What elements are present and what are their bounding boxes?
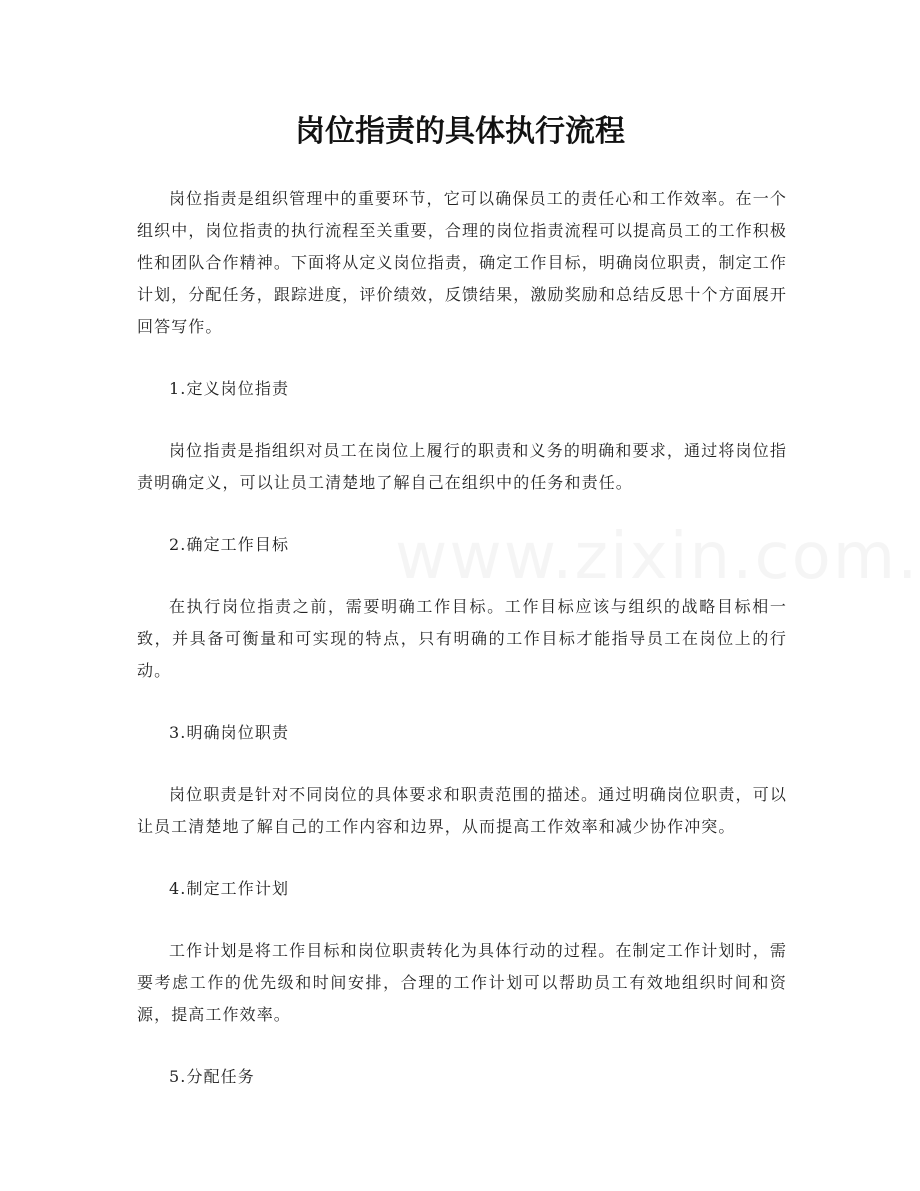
section-heading-3: 3.明确岗位职责 [169, 723, 290, 742]
section-paragraph-3: 岗位职责是针对不同岗位的具体要求和职责范围的描述。通过明确岗位职责，可以让员工清楚地了解自己的工作内容和边界，从而提高工作效率和减少协作冲突。 [137, 785, 787, 836]
intro-paragraph: 岗位指责是组织管理中的重要环节，它可以确保员工的责任心和工作效率。在一个组织中，岗位指责的执行流程至关重要，合理的岗位指责流程可以提高员工的工作积极性和团队合作精神。下面将从定义岗位指责，确定工作目标，明确岗位职责，制定工作计划，分配任务，跟踪进度，评价绩效，反馈结果，激励奖励和总结反思十个方面展开回答写作。 [137, 189, 787, 336]
section-heading-4: 4.制定工作计划 [169, 879, 290, 898]
document-body [137, 183, 787, 1123]
section-heading-1: 1.定义岗位指责 [169, 379, 290, 398]
section-paragraph-4: 工作计划是将工作目标和岗位职责转化为具体行动的过程。在制定工作计划时，需要考虑工作的优先级和时间安排，合理的工作计划可以帮助员工有效地组织时间和资源，提高工作效率。 [137, 941, 787, 1024]
document-title: 岗位指责的具体执行流程 [295, 114, 625, 149]
section-heading-2: 2.确定工作目标 [169, 535, 290, 554]
section-heading-5: 5.分配任务 [169, 1067, 255, 1086]
section-paragraph-2: 在执行岗位指责之前，需要明确工作目标。工作目标应该与组织的战略目标相一致，并具备可衡量和可实现的特点，只有明确的工作目标才能指导员工在岗位上的行动。 [137, 597, 787, 680]
section-paragraph-1: 岗位指责是指组织对员工在岗位上履行的职责和义务的明确和要求，通过将岗位指责明确定义，可以让员工清楚地了解自己在组织中的任务和责任。 [137, 441, 787, 492]
